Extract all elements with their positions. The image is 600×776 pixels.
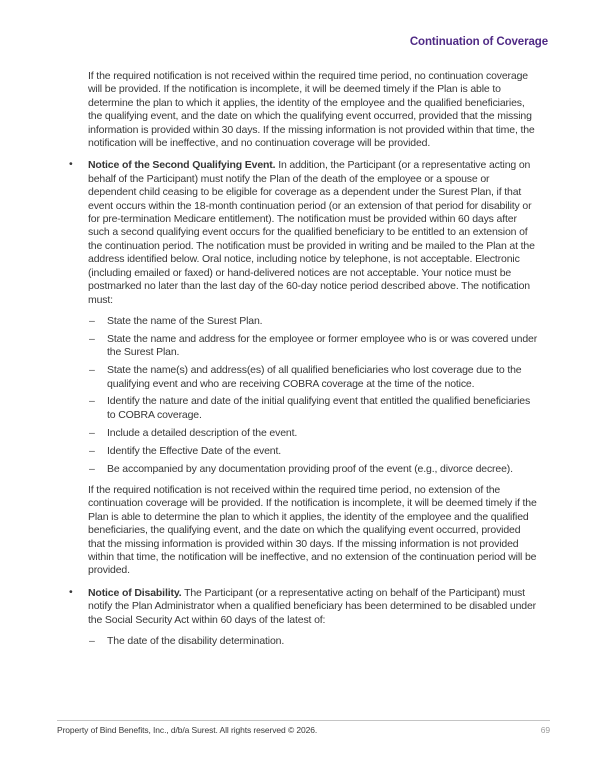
bullet-text: The Participant (or a representative acting on behalf of the Participant) must notify the Plan Administrator when a qualified beneficiary has been determined to be disabled under the Social Security Act within 60 days of the latest of: bbox=[88, 586, 537, 626]
list-item-text: State the name and address for the employee or former employee who is or was covered under the Surest Plan. bbox=[107, 332, 538, 359]
bullet-second-qualifying-event bbox=[69, 158, 540, 306]
bullet-marker: • bbox=[69, 158, 73, 171]
list-item bbox=[89, 332, 540, 360]
list-item-text: Include a detailed description of the event. bbox=[107, 426, 298, 439]
bullet-paragraph bbox=[88, 587, 540, 627]
bullet-notice-of-disability bbox=[69, 585, 540, 627]
list-item bbox=[89, 462, 540, 476]
dash-marker: – bbox=[89, 364, 95, 377]
dash-marker: – bbox=[89, 314, 95, 327]
list-item-text: State the name(s) and address(es) of all qualified beneficiaries who lost coverage due to the qualifying event and who are receiving COBRA coverage at the time of the notice. bbox=[107, 364, 522, 390]
bullet-title: Notice of Disability. bbox=[88, 586, 182, 599]
bullet-text: In addition, the Participant (or a representative acting on behalf of the Participant) must notify the Plan of the death of the employee or a spouse or dependent child ceasing to be eligible for coverage as a dependent under the Surest Plan, if that event occurs within the 18-month continuation period (or an extension of that period for disability or for pre-termination Medicare entitlement). The notification must be provided within 60 days after such a second qualifying event occurs for the qualified beneficiary to be entitled to an extension of the continuation period. The notification must be provided in writing and be mailed to the Plan at the address identified below. Oral notice, including notice by telephone, is not acceptable. Electronic (including emailed or faxed) or hand-delivered notices are not acceptable. Your notice must be postmarked no later than the last day of the 60-day notice period described above. The notification must: bbox=[88, 159, 535, 306]
list-item-text: Identify the Effective Date of the event. bbox=[107, 444, 282, 457]
dash-marker: – bbox=[89, 426, 95, 439]
section-heading: Continuation of Coverage bbox=[409, 36, 548, 48]
page-content bbox=[69, 70, 540, 656]
page-footer bbox=[57, 720, 550, 735]
list-item bbox=[89, 395, 540, 422]
disability-dates-list bbox=[89, 635, 540, 648]
bullet-marker: • bbox=[69, 585, 73, 598]
list-item bbox=[89, 444, 540, 458]
list-item bbox=[89, 364, 540, 391]
list-item bbox=[89, 426, 540, 440]
footer-copyright: Property of Bind Benefits, Inc., d/b/a Surest. All rights reserved © 2026. bbox=[57, 725, 318, 735]
list-item-text: Be accompanied by any documentation providing proof of the event (e.g., divorce decree). bbox=[107, 462, 513, 475]
dash-marker: – bbox=[89, 395, 95, 408]
list-item bbox=[89, 635, 540, 648]
dash-marker: – bbox=[89, 635, 95, 648]
bullet-paragraph bbox=[88, 159, 540, 306]
bullet-title: Notice of the Second Qualifying Event. bbox=[88, 159, 276, 172]
list-item-text: Identify the nature and date of the initial qualifying event that entitled the qualified beneficiaries to COBRA coverage. bbox=[107, 395, 531, 421]
list-item bbox=[89, 314, 540, 328]
paragraph-no-extension: If the required notification is not received within the required time period, no extension of the continuation coverage will be provided. If the notification is incomplete, it will be deemed timely if the Plan is able to determine the plan to which it applies, the identity of the employee and the qualified beneficiaries, the qualifying event, and the date on which the qualifying event occurred, provided that the missing information is provided within 30 days. If the missing information is not provided within that time, the notification will be ineffective, and no extension of the continuation period will be provided. bbox=[88, 483, 537, 577]
dash-marker: – bbox=[89, 332, 95, 345]
notification-requirements-list bbox=[89, 314, 540, 476]
paragraph-notification-required: If the required notification is not received within the required time period, no continuation coverage will be provided. If the notification is incomplete, it will be deemed timely if the Plan is able to determine the plan to which it applies, the identity of the employee and the qualified beneficiaries, the qualifying event, and the date on which the qualifying event occurred, provided that the missing information is provided within 30 days. If the missing information is not provided within that time, the notification will be ineffective, and no continuation coverage will be provided. bbox=[88, 70, 535, 150]
list-item-text: State the name of the Surest Plan. bbox=[107, 314, 263, 327]
dash-marker: – bbox=[89, 444, 95, 457]
list-item-text: The date of the disability determination. bbox=[107, 635, 285, 648]
page-number: 69 bbox=[540, 725, 550, 735]
dash-marker: – bbox=[89, 462, 95, 475]
